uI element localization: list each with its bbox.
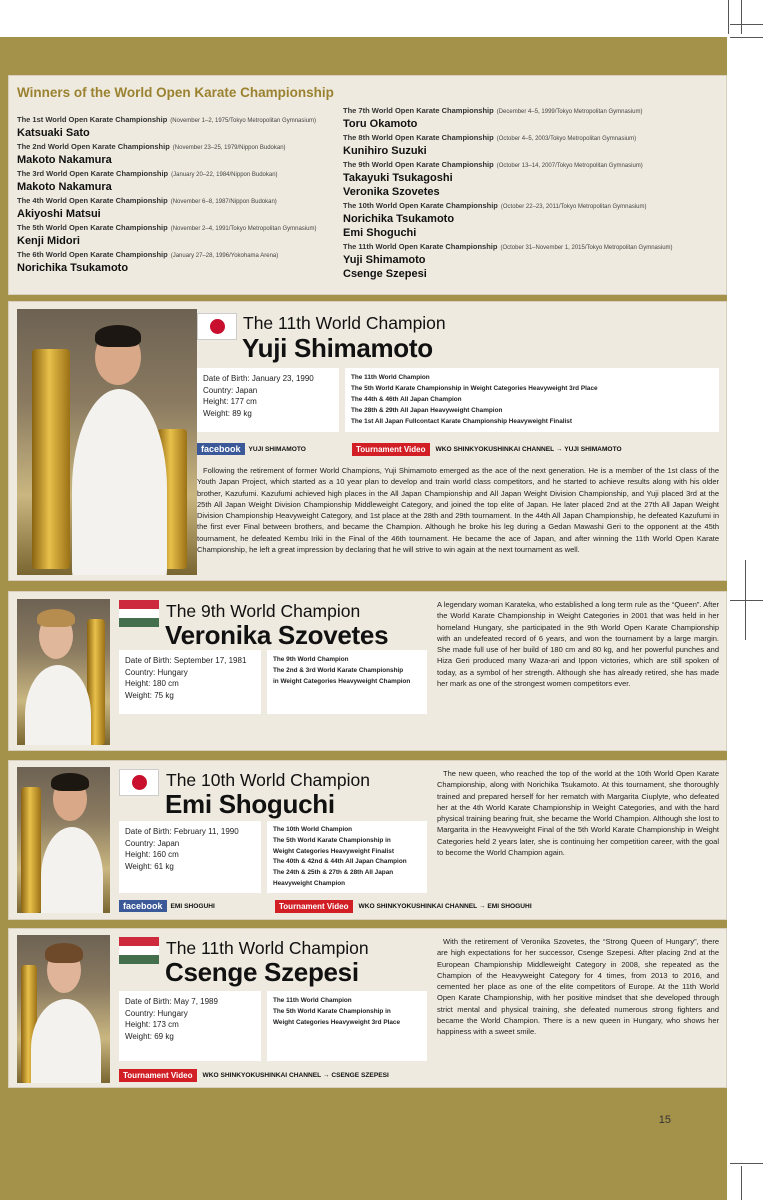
hair-graphic [37, 609, 75, 627]
edition-label: The 1st World Open Karate Championship [17, 115, 168, 124]
height: Height: 177 cm [203, 397, 257, 406]
award-item: Weight Categories Heavyweight 3rd Place [273, 1019, 401, 1026]
champion-bio: With the retirement of Veronika Szovetes, the “Strong Queen of Hungary”, there are high expectations for her successor, Csenge Szepesi. After placing 2nd at the European Championship Middleweight Category in 2008, she repeated as the Champion of the Heavyweight Category for 4 times, from 2013 to 2016, and cemented her place as one of the elite competitors of Europe. At the 11th World Open Karate Championship, with her positive mindset that she developed through strict mental and physical training, she defeated numerous strong fighters and became the World Champion. There is a new queen in Hungary, who shows her happiness with a sweet smile. [437, 937, 719, 1037]
facebook-icon: facebook [197, 443, 245, 455]
champion-subtitle: The 11th World Champion [166, 938, 369, 958]
winner-name: Kunihiro Suzuki [343, 145, 427, 157]
winner-entry [17, 196, 316, 221]
edition-date: (November 2–4, 1991/Tokyo Metropolitan Gymnasium) [170, 226, 317, 232]
award-item: in Weight Categories Heavyweight Champion [273, 678, 411, 685]
facebook-account: EMI SHOGUHI [170, 902, 215, 910]
edition-label: The 11th World Open Karate Championship [343, 242, 498, 251]
award-item: The 9th World Champion [273, 656, 349, 663]
tournament-video-link[interactable] [352, 443, 622, 456]
edition-date: (January 20–22, 1984/Nippon Budokan) [171, 172, 278, 178]
champion-photo [17, 767, 110, 913]
country: Country: Japan [203, 385, 258, 395]
hair-graphic [95, 325, 141, 347]
tournament-video-link[interactable] [119, 1069, 389, 1082]
champion-panel-csenge-szepesi [8, 928, 727, 1088]
tournament-video-link[interactable] [275, 900, 532, 913]
award-item: The 40th & 42nd & 44th All Japan Champion [273, 858, 407, 866]
edition-date: (November 23–25, 1979/Nippon Budokan) [172, 145, 286, 151]
award-item: The 11th World Champion [273, 997, 352, 1004]
gi-figure [41, 827, 103, 913]
champion-name: Emi Shoguchi [165, 789, 335, 819]
edition-label: The 2nd World Open Karate Championship [17, 142, 170, 151]
winner-name: Norichika Tsukamoto [17, 262, 129, 274]
winner-entry [343, 106, 673, 131]
champion-profile-box [119, 991, 261, 1061]
gi-figure [31, 999, 101, 1083]
trophy-graphic [32, 349, 70, 569]
birth-date: Date of Birth: January 23, 1990 [203, 374, 314, 383]
champion-profile-box [119, 821, 261, 893]
crop-mark [730, 24, 763, 25]
height: Height: 160 cm [125, 850, 179, 859]
winner-name: Veronika Szovetes [343, 186, 440, 198]
winners-title: Winners of the World Open Karate Championship [17, 85, 334, 100]
winner-entry [17, 250, 316, 275]
facebook-icon: facebook [119, 900, 167, 912]
award-item: The 5th World Karate Championship in Weight Categories Heavyweight 3rd Place [351, 385, 598, 392]
winner-name: Makoto Nakamura [17, 154, 112, 166]
winner-entry [343, 160, 673, 199]
champion-name: Veronika Szovetes [165, 620, 389, 650]
hair-graphic [45, 943, 83, 963]
weight: Weight: 69 kg [125, 1031, 174, 1041]
gi-figure [25, 665, 91, 745]
champion-bio: Following the retirement of former World Champions, Yuji Shimamoto emerged as the ace of the next generation. He is a member of the 1st class of the Youth Japan Project, which started as a 10 year plan to develop and train world class competitors, and he started to achieve results along with his older brother, Kazufumi. Kazufumi achieved high places in the All Japan Championship and All Japan Weight Division Championship, and Yuji placed 3rd at the 25th All Japan Weight Division Championship Middleweight Category, and joined the top elite of Japan. He later placed 2nd at the 27th All Japan Weight Division Championship Heavyweight Category, and 1st place at the 28th and 29th tournament. In the 44th All Japan Championship, he defeated Kazufumi in the first ever Final between brothers, and became the Champion. Although he broke his leg during a Gedan Mawashi Geri to the opponent at the 45th tournament, he defeated Kembu Iriki in the Final of the 46th tournament. He became the ace of Japan, and after winning the 11th World Open Karate Championship, he left a great impression by declaring that he will strive to win again at the next tournament as well. [197, 466, 719, 555]
winner-name: Kenji Midori [17, 235, 80, 247]
edition-date: (January 27–28, 1996/Yokohama Arena) [170, 253, 279, 259]
japan-flag-icon [119, 769, 159, 796]
winner-name: Yuji Shimamoto [343, 254, 426, 266]
country: Country: Hungary [125, 1008, 188, 1018]
winner-entry [17, 223, 316, 248]
champion-bio: A legendary woman Karateka, who established a long term rule as the “Queen”. After the World Karate Championship in Weight Categories in 2001 that was held in her homeland Hungary, she participated in the 9th World Open Karate Championship with an undefeated record of 6 years, and won the tournament by a large margin. She made full use of her build of 180 cm and 80 kg, and her powerful punches and Hiza Geri produced many Waza-ari and Ippon victories, which are still spoken of today, as a symbol of her strength. Although she has already retired, she has made her mark as one of the strongest women competitors ever. [437, 600, 719, 689]
facebook-account: YUJI SHIMAMOTO [248, 445, 306, 453]
winner-entry [17, 115, 316, 140]
edition-label: The 7th World Open Karate Championship [343, 106, 494, 115]
winner-name: Takayuki Tsukagoshi [343, 172, 453, 184]
award-item: The 24th & 25th & 27th & 28th All Japan [273, 869, 394, 877]
hungary-flag-icon [119, 937, 159, 964]
champion-awards-box [267, 650, 427, 714]
winners-panel [8, 75, 727, 295]
winner-entry [17, 169, 316, 194]
champion-photo [17, 309, 197, 575]
edition-date: (October 13–14, 2007/Tokyo Metropolitan Gymnasium) [496, 163, 643, 169]
hair-graphic [51, 773, 89, 791]
champion-name: Csenge Szepesi [165, 957, 359, 987]
winner-name: Norichika Tsukamoto [343, 213, 455, 225]
crop-mark [730, 1163, 763, 1164]
tournament-video-badge: Tournament Video [275, 900, 353, 913]
video-channel: WKO SHINKYOKUSHINKAI CHANNEL → EMI SHOGUHI [358, 903, 532, 910]
edition-date: (November 6–8, 1987/Nippon Budokan) [170, 199, 277, 205]
edition-label: The 6th World Open Karate Championship [17, 250, 168, 259]
award-item: The 5th World Karate Championship in [273, 1008, 391, 1015]
edition-label: The 8th World Open Karate Championship [343, 133, 494, 142]
champion-photo [17, 935, 110, 1083]
award-item: Heavyweight Champion [273, 879, 346, 887]
facebook-link[interactable] [119, 900, 215, 912]
champion-profile-box [197, 368, 339, 432]
crop-mark [741, 1166, 742, 1200]
champion-panel-veronika-szovetes [8, 591, 727, 751]
edition-date: (October 31–November 1, 2015/Tokyo Metropolitan Gymnasium) [500, 245, 673, 251]
edition-label: The 5th World Open Karate Championship [17, 223, 168, 232]
champion-name: Yuji Shimamoto [242, 333, 433, 363]
award-item: The 44th & 46th All Japan Champion [351, 396, 462, 403]
edition-label: The 10th World Open Karate Championship [343, 201, 498, 210]
winner-entry [17, 142, 316, 167]
hungary-flag-icon [119, 600, 159, 627]
champion-bio: The new queen, who reached the top of the world at the 10th World Open Karate Championship, along with Norichika Tsukamoto. At this tournament, she thoroughly trained and prepared herself for her rematch with Margarita Ciuplyte, who defeated her at the 4th World Karate Championship in Weight Categories, and with the hard physical training bearing fruit, she became the World Champion. Although she lost to Margarita in the Heavyweight Final of the 5th World Karate Championship in Weight Categories held 2 years later, she is continuing her competition career, with the goal to become the World Champion again. [437, 769, 719, 858]
tournament-video-badge: Tournament Video [352, 443, 430, 456]
country: Country: Japan [125, 838, 180, 848]
trophy-graphic [21, 787, 41, 913]
champion-panel-yuji-shimamoto [8, 301, 727, 581]
crop-mark [730, 600, 763, 601]
award-item: The 2nd & 3rd World Karate Championship [273, 667, 404, 674]
birth-date: Date of Birth: February 11, 1990 [125, 827, 239, 836]
champion-profile-box [119, 650, 261, 714]
winner-name: Makoto Nakamura [17, 181, 112, 193]
crop-mark [741, 0, 742, 34]
award-item: The 1st All Japan Fullcontact Karate Championship Heavyweight Finalist [351, 418, 572, 425]
winner-name: Akiyoshi Matsui [17, 208, 101, 220]
birth-date: Date of Birth: May 7, 1989 [125, 997, 218, 1006]
winners-column-left [17, 115, 316, 277]
award-item: The 11th World Champion [351, 374, 430, 381]
birth-date: Date of Birth: September 17, 1981 [125, 656, 247, 665]
winner-name: Katsuaki Sato [17, 127, 90, 139]
country: Country: Hungary [125, 667, 188, 677]
edition-date: (October 4–5, 2003/Tokyo Metropolitan Gymnasium) [496, 136, 637, 142]
award-item: Weight Categories Heavyweight Finalist [273, 847, 394, 855]
award-item: The 10th World Champion [273, 826, 353, 833]
winner-entry [343, 133, 673, 158]
video-channel: WKO SHINKYOKUSHINKAI CHANNEL → YUJI SHIMAMOTO [435, 446, 622, 453]
champion-awards-box [267, 991, 427, 1061]
edition-label: The 4th World Open Karate Championship [17, 196, 168, 205]
winners-column-right [343, 106, 673, 283]
award-item: The 28th & 29th All Japan Heavyweight Champion [351, 407, 503, 414]
crop-mark [730, 37, 763, 38]
winner-name: Csenge Szepesi [343, 268, 427, 280]
edition-date: (November 1–2, 1975/Tokyo Metropolitan Gymnasium) [170, 118, 317, 124]
winner-entry [343, 242, 673, 281]
champion-subtitle: The 9th World Champion [166, 601, 361, 621]
tournament-video-badge: Tournament Video [119, 1069, 197, 1082]
japan-flag-icon [197, 313, 237, 340]
video-channel: WKO SHINKYOKUSHINKAI CHANNEL → CSENGE SZEPESI [202, 1072, 389, 1079]
page-number: 15 [658, 1114, 671, 1126]
champion-photo [17, 599, 110, 745]
champion-subtitle: The 10th World Champion [166, 770, 370, 790]
edition-label: The 3rd World Open Karate Championship [17, 169, 169, 178]
weight: Weight: 61 kg [125, 861, 174, 871]
gi-figure [72, 389, 167, 575]
champion-panel-emi-shoguchi [8, 760, 727, 920]
facebook-link[interactable] [197, 443, 306, 455]
champion-awards-box [267, 821, 427, 893]
height: Height: 173 cm [125, 1020, 179, 1029]
winner-entry [343, 201, 673, 240]
edition-date: (December 4–5, 1999/Tokyo Metropolitan Gymnasium) [496, 109, 643, 115]
champion-awards-box [345, 368, 719, 432]
award-item: The 5th World Karate Championship in [273, 836, 391, 844]
champion-subtitle: The 11th World Champion [243, 313, 446, 333]
winner-name: Toru Okamoto [343, 118, 418, 130]
edition-label: The 9th World Open Karate Championship [343, 160, 494, 169]
winner-name: Emi Shoguchi [343, 227, 417, 239]
weight: Weight: 89 kg [203, 408, 252, 418]
crop-mark [728, 0, 729, 34]
height: Height: 180 cm [125, 679, 179, 688]
weight: Weight: 75 kg [125, 690, 174, 700]
edition-date: (October 22–23, 2011/Tokyo Metropolitan Gymnasium) [500, 204, 647, 210]
